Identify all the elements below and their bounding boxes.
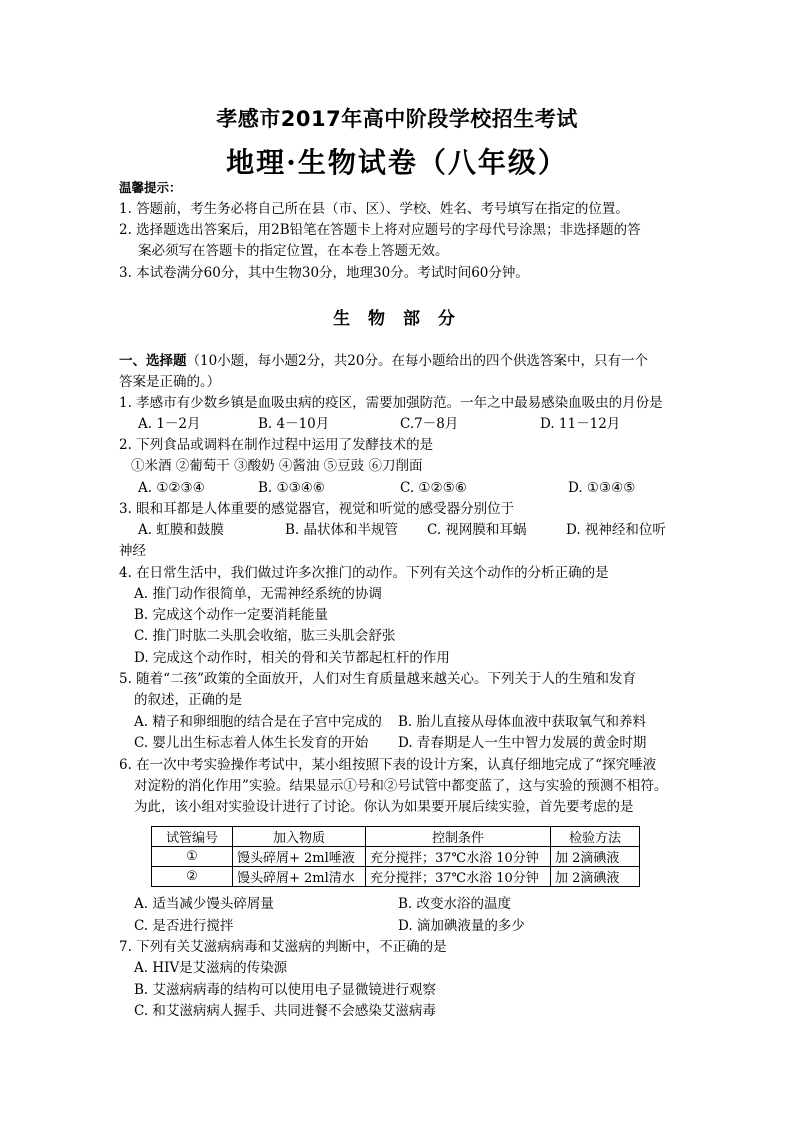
table-header: 检验方法 bbox=[551, 827, 640, 847]
part-heading bbox=[119, 351, 648, 371]
question-stem-cont: 为此，该小组对实验设计进行了讨论。你认为如果要开展后续实验，首先要考虑的是 bbox=[134, 799, 634, 815]
question-stem: 7. 下列有关艾滋病病毒和艾滋病的判断中，不正确的是 bbox=[119, 939, 447, 955]
table-row bbox=[152, 867, 640, 887]
question-stem-cont: 的叙述，正确的是 bbox=[134, 692, 242, 708]
option-b: B. 胎儿直接从母体血液中获取氧气和养料 bbox=[398, 714, 647, 730]
option-b: B. 改变水浴的温度 bbox=[398, 896, 512, 912]
question-stem-cont: 对淀粉的消化作用”实验。结果显示①号和②号试管中都变蓝了，这与实验的预测不相符。 bbox=[134, 778, 668, 794]
option-d: D. ①③④⑤ bbox=[568, 480, 636, 496]
part-desc: （10小题，每小题2分，共20分。在每小题给出的四个供选答案中，只有一个 bbox=[186, 353, 648, 369]
option-b: B. 4－10月 bbox=[258, 416, 330, 432]
notice-heading: 温馨提示： bbox=[119, 180, 182, 195]
option-c: C. 推门时肱二头肌会收缩，肱三头肌会舒张 bbox=[134, 628, 396, 644]
table-cell: 充分搅拌；37℃水浴 10分钟 bbox=[366, 847, 551, 867]
option-c: C.7－8月 bbox=[400, 416, 459, 432]
option-b: B. 晶状体和半规管 bbox=[285, 522, 399, 538]
table-header: 控制条件 bbox=[366, 827, 551, 847]
option-c: C. 是否进行搅拌 bbox=[134, 918, 234, 934]
exam-title: 孝感市2017年高中阶段学校招生考试 bbox=[216, 107, 578, 131]
option-b: B. ①③④⑥ bbox=[258, 480, 325, 496]
section-title: 生 物 部 分 bbox=[333, 309, 461, 329]
option-b: B. 完成这个动作一定要消耗能量 bbox=[134, 607, 329, 623]
table-row bbox=[152, 847, 640, 867]
option-a: A. ①②③④ bbox=[138, 480, 205, 496]
option-d-cont: 神经 bbox=[119, 543, 146, 559]
table-header-row bbox=[152, 827, 640, 847]
table-header: 试管编号 bbox=[152, 827, 233, 847]
option-b: B. 艾滋病病毒的结构可以使用电子显微镜进行观察 bbox=[134, 982, 437, 998]
option-a: A. HIV是艾滋病的传染源 bbox=[134, 960, 288, 976]
question-stem: 3. 眼和耳都是人体重要的感觉器官，视觉和听觉的感受器分别位于 bbox=[119, 501, 515, 517]
question-stem: 5. 随着“二孩”政策的全面放开，人们对生育质量越来越关心。下列关于人的生殖和发育 bbox=[119, 671, 636, 687]
notice-item: 2. 选择题选出答案后，用2B铅笔在答题卡上将对应题号的字母代号涂黑；非选择题的答 bbox=[119, 222, 641, 238]
option-d: D. 视神经和位听 bbox=[566, 522, 666, 538]
table-cell: ① bbox=[152, 847, 233, 867]
experiment-table bbox=[151, 826, 640, 887]
question-stem: 4. 在日常生活中，我们做过许多次推门的动作。下列有关这个动作的分析正确的是 bbox=[119, 565, 609, 581]
option-d: D. 青春期是人一生中智力发展的黄金时期 bbox=[398, 735, 647, 751]
notice-item: 3. 本试卷满分60分，其中生物30分，地理30分。考试时间60分钟。 bbox=[119, 265, 529, 281]
option-d: D. 滴加碘液量的多少 bbox=[398, 918, 525, 934]
question-stem: 2. 下列食品或调料在制作过程中运用了发酵技术的是 bbox=[119, 437, 434, 453]
table-cell: 馒头碎屑+ 2ml唾液 bbox=[233, 847, 366, 867]
table-header: 加入物质 bbox=[233, 827, 366, 847]
option-a: A. 精子和卵细胞的结合是在子宫中完成的 bbox=[134, 714, 382, 730]
table-cell: 加 2滴碘液 bbox=[551, 867, 640, 887]
table-cell: 充分搅拌；37℃水浴 10分钟 bbox=[366, 867, 551, 887]
option-a: A. 适当减少馒头碎屑量 bbox=[134, 896, 274, 912]
option-c: C. 视网膜和耳蜗 bbox=[427, 522, 527, 538]
option-c: C. 和艾滋病病人握手、共同进餐不会感染艾滋病毒 bbox=[134, 1003, 436, 1019]
notice-item: 案必须写在答题卡的指定位置，在本卷上答题无效。 bbox=[138, 243, 449, 259]
table-cell: ② bbox=[152, 867, 233, 887]
table-cell: 馒头碎屑+ 2ml清水 bbox=[233, 867, 366, 887]
question-items: ①米酒 ②葡萄干 ③酸奶 ④酱油 ⑤豆豉 ⑥刀削面 bbox=[131, 458, 423, 474]
part-label: 一、选择题 bbox=[119, 353, 187, 369]
option-a: A. 推门动作很简单，无需神经系统的协调 bbox=[134, 586, 382, 602]
part-desc-cont: 答案是正确的。） bbox=[119, 374, 221, 390]
option-c: C. 婴儿出生标志着人体生长发育的开始 bbox=[134, 735, 369, 751]
question-stem: 6. 在一次中考实验操作考试中，某小组按照下表的设计方案，认真仔细地完成了“探究唾液 bbox=[119, 757, 657, 773]
option-a: A. 虹膜和鼓膜 bbox=[138, 522, 224, 538]
option-d: D. 11－12月 bbox=[540, 416, 621, 432]
option-a: A. 1－2月 bbox=[138, 416, 201, 432]
question-stem: 1. 孝感市有少数乡镇是血吸虫病的疫区，需要加强防范。一年之中最易感染血吸虫的月份是 bbox=[119, 395, 663, 411]
table-cell: 加 2滴碘液 bbox=[551, 847, 640, 867]
option-d: D. 完成这个动作时，相关的骨和关节都起杠杆的作用 bbox=[134, 650, 450, 666]
exam-subtitle: 地理·生物试卷（八年级） bbox=[226, 146, 568, 179]
option-c: C. ①②⑤⑥ bbox=[400, 480, 467, 496]
notice-item: 1. 答题前，考生务必将自己所在县（市、区）、学校、姓名、考号填写在指定的位置。 bbox=[119, 201, 629, 217]
